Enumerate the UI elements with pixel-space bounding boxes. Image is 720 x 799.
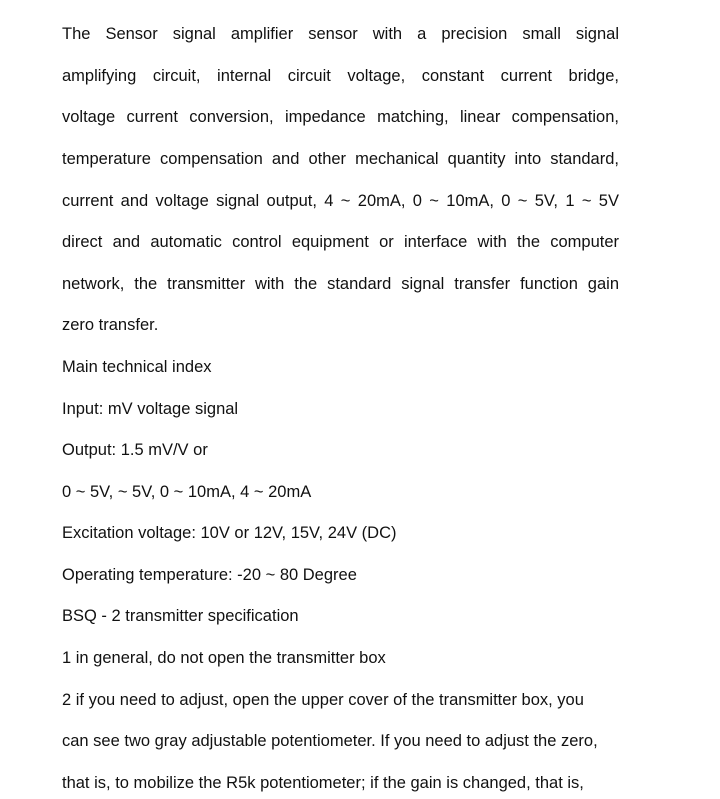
- spec-line: Output: 1.5 mV/V or: [62, 441, 208, 459]
- spec-line: 1 in general, do not open the transmitter box: [62, 649, 386, 667]
- paragraph-line: The Sensor signal amplifier sensor with a precision small signal: [62, 25, 619, 43]
- paragraph-line: network, the transmitter with the standard signal transfer function gain: [62, 275, 619, 293]
- spec-line: Operating temperature: -20 ~ 80 Degree: [62, 566, 357, 584]
- section-heading: BSQ - 2 transmitter specification: [62, 607, 299, 625]
- paragraph-line: amplifying circuit, internal circuit voltage, constant current bridge,: [62, 67, 619, 85]
- paragraph-line: voltage current conversion, impedance matching, linear compensation,: [62, 108, 619, 126]
- spec-line: Excitation voltage: 10V or 12V, 15V, 24V (DC): [62, 524, 397, 542]
- spec-line: 0 ~ 5V, ~ 5V, 0 ~ 10mA, 4 ~ 20mA: [62, 483, 312, 501]
- instruction-line: can see two gray adjustable potentiometer. If you need to adjust the zero,: [62, 732, 598, 750]
- paragraph-line: temperature compensation and other mechanical quantity into standard,: [62, 150, 619, 168]
- instruction-line: 2 if you need to adjust, open the upper cover of the transmitter box, you: [62, 691, 584, 709]
- instruction-line: that is, to mobilize the R5k potentiometer; if the gain is changed, that is,: [62, 774, 584, 792]
- paragraph-line: direct and automatic control equipment or interface with the computer: [62, 233, 619, 251]
- spec-line: Input: mV voltage signal: [62, 400, 239, 418]
- paragraph-line: zero transfer.: [62, 316, 159, 334]
- paragraph-line: current and voltage signal output, 4 ~ 20mA, 0 ~ 10mA, 0 ~ 5V, 1 ~ 5V: [62, 192, 619, 210]
- section-heading: Main technical index: [62, 358, 212, 376]
